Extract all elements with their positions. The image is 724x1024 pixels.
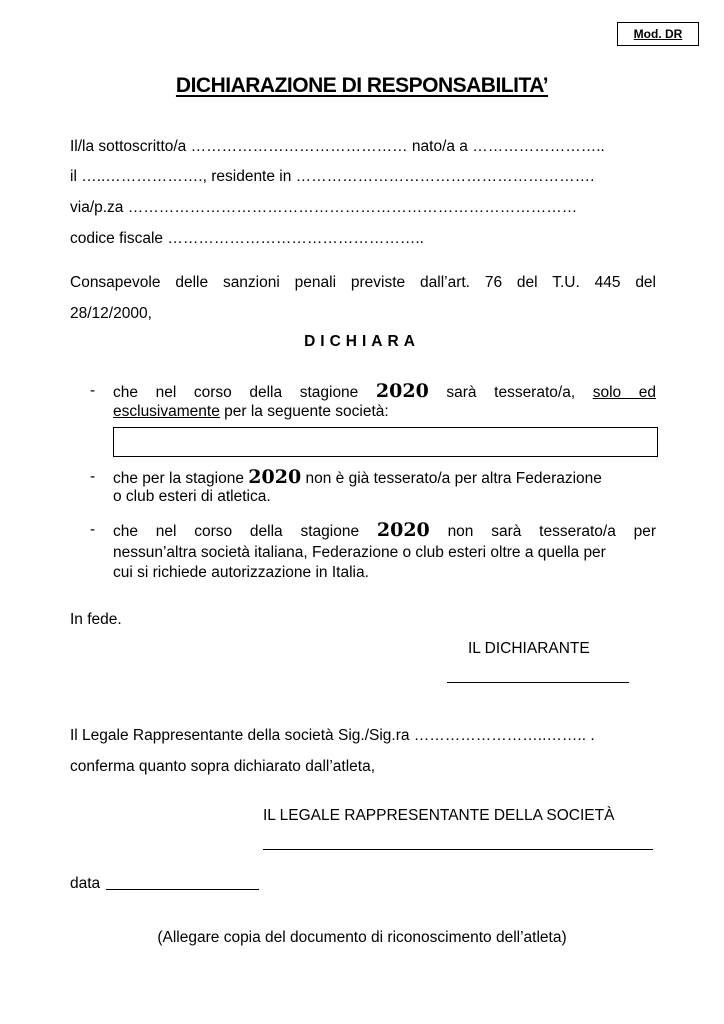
date-field-line[interactable]: [106, 889, 259, 890]
bullet-3-text-post: non sarà tesserato/a per: [447, 523, 657, 540]
bullet-2-year: 2020: [248, 466, 302, 488]
legal-rep-line: Il Legale Rappresentante della società Sig./Sig.ra ……………………..…….. .: [70, 727, 595, 744]
society-name-field[interactable]: [113, 427, 658, 457]
document-title: DICHIARAZIONE DI RESPONSABILITA’: [175, 74, 549, 97]
bullet-3-line-3: cui si richiede autorizzazione in Italia.: [113, 564, 369, 581]
bullet-1-emphasis-2: esclusivamente: [113, 403, 220, 420]
personal-line-address: via/p.za ……………………………………………………………………………: [70, 199, 578, 216]
bullet-dash: -: [90, 521, 96, 538]
legal-rep-confirmation: conferma quanto sopra dichiarato dall’atleta,: [70, 758, 376, 775]
bullet-2-line-2: o club esteri di atletica.: [113, 488, 271, 505]
bullet-1-text-end: per la seguente società:: [224, 403, 389, 420]
legal-rep-signature-label: IL LEGALE RAPPRESENTANTE DELLA SOCIETÀ: [263, 807, 615, 824]
bullet-1-emphasis: solo ed: [592, 384, 656, 401]
bullet-2-text: che per la stagione: [113, 470, 244, 487]
intro-text: Consapevole delle sanzioni penali previste dall’art. 76 del T.U. 445 del: [70, 274, 656, 291]
date-label: data: [70, 875, 101, 892]
bullet-3-text: che nel corso della stagione: [113, 523, 360, 540]
bullet-2-text-post: non è già tesserato/a per altra Federazione: [305, 470, 602, 487]
intro-text-continued: 28/12/2000,: [70, 305, 152, 322]
personal-line-fiscal-code: codice fiscale …………………………………………..: [70, 230, 424, 247]
bullet-1-line-1: [113, 381, 656, 403]
footnote: (Allegare copia del documento di riconoscimento dell’atleta): [157, 929, 567, 946]
personal-line-name: Il/la sottoscritto/a …………………………………… nato/a a ……………………..: [70, 138, 605, 155]
declarant-signature-line[interactable]: [447, 682, 629, 683]
bullet-1-line-2: [113, 402, 656, 422]
in-fede-text: In fede.: [70, 611, 122, 628]
bullet-1-year: 2020: [375, 380, 429, 402]
bullet-dash: -: [90, 468, 96, 485]
legal-rep-signature-line[interactable]: [263, 849, 653, 850]
bullet-3-year: 2020: [376, 519, 430, 541]
bullet-dash: -: [90, 382, 96, 399]
model-label-box: [617, 22, 699, 46]
bullet-3-line-2: nessun’altra società italiana, Federazione o club esteri oltre a quella per: [113, 544, 606, 561]
declare-heading: DICHIARA: [304, 333, 420, 350]
bullet-1-text-post: sarà tesserato/a,: [446, 384, 576, 401]
model-label: Mod. DR: [633, 27, 683, 41]
declarant-label: IL DICHIARANTE: [468, 640, 590, 657]
bullet-2-line-1: [113, 467, 656, 489]
bullet-3-line-1: [113, 520, 656, 542]
bullet-1-text: che nel corso della stagione: [113, 384, 359, 401]
personal-line-birth-residence: il …..………………., residente in ………………………………………………….: [70, 168, 595, 185]
